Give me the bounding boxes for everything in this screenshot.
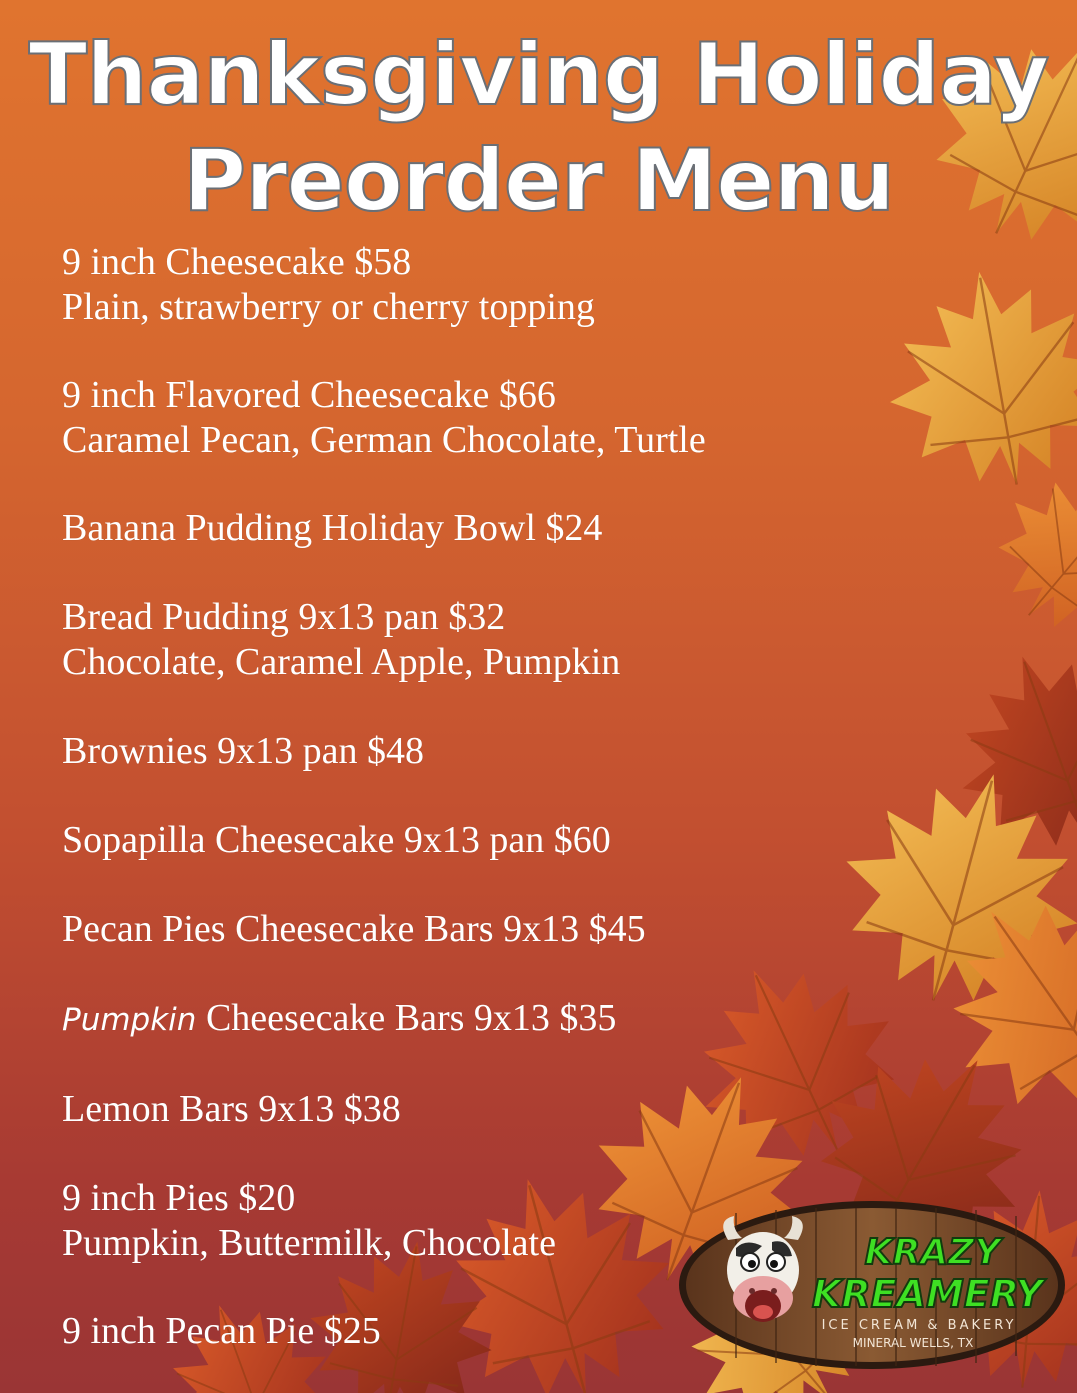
menu-item-title: 9 inch Cheesecake $58 [62,241,412,283]
menu-item [62,240,922,330]
logo-tagline: ICE CREAM & BAKERY [821,1318,1017,1333]
menu-item-detail: Pumpkin, Buttermilk, Chocolate [62,1222,556,1264]
title-line-1: Thanksgiving Holiday [28,25,1049,125]
menu-item-detail: Plain, strawberry or cherry topping [62,286,595,328]
logo-location: MINERAL WELLS, TX [852,1336,974,1350]
menu-item-detail: Caramel Pecan, German Chocolate, Turtle [62,419,706,461]
menu-item [62,373,922,463]
menu-item-title: Brownies 9x13 pan $48 [62,730,425,772]
logo-line-2: KREAMERY [811,1272,1044,1316]
title-line-2: Preorder Menu [183,131,894,231]
menu-item-title: Lemon Bars 9x13 $38 [62,1088,401,1130]
menu-item-title: Banana Pudding Holiday Bowl $24 [62,507,603,549]
menu-item [62,595,922,685]
menu-item-title: 9 inch Pies $20 [62,1177,296,1219]
menu-item [62,729,922,774]
menu-item [62,907,922,952]
menu-item-title: Pecan Pies Cheesecake Bars 9x13 $45 [62,908,646,950]
menu-item-title [62,996,922,1043]
page-title [0,22,1077,234]
menu-item [62,996,922,1043]
menu-list [62,240,922,1354]
menu-item-title: Bread Pudding 9x13 pan $32 [62,596,506,638]
logo-line-1: KRAZY [864,1232,1001,1273]
menu-item [62,818,922,863]
menu-item-detail: Chocolate, Caramel Apple, Pumpkin [62,641,621,683]
menu-item [62,1087,922,1132]
menu-item [62,506,922,551]
menu-item-title: 9 inch Pecan Pie $25 [62,1310,381,1352]
menu-item-title-rest: Cheesecake Bars 9x13 $35 [196,997,617,1039]
menu-item-title: 9 inch Flavored Cheesecake $66 [62,374,556,416]
menu-item-title: Sopapilla Cheesecake 9x13 pan $60 [62,819,611,861]
menu-item-title-italic: Pumpkin [62,1002,197,1038]
